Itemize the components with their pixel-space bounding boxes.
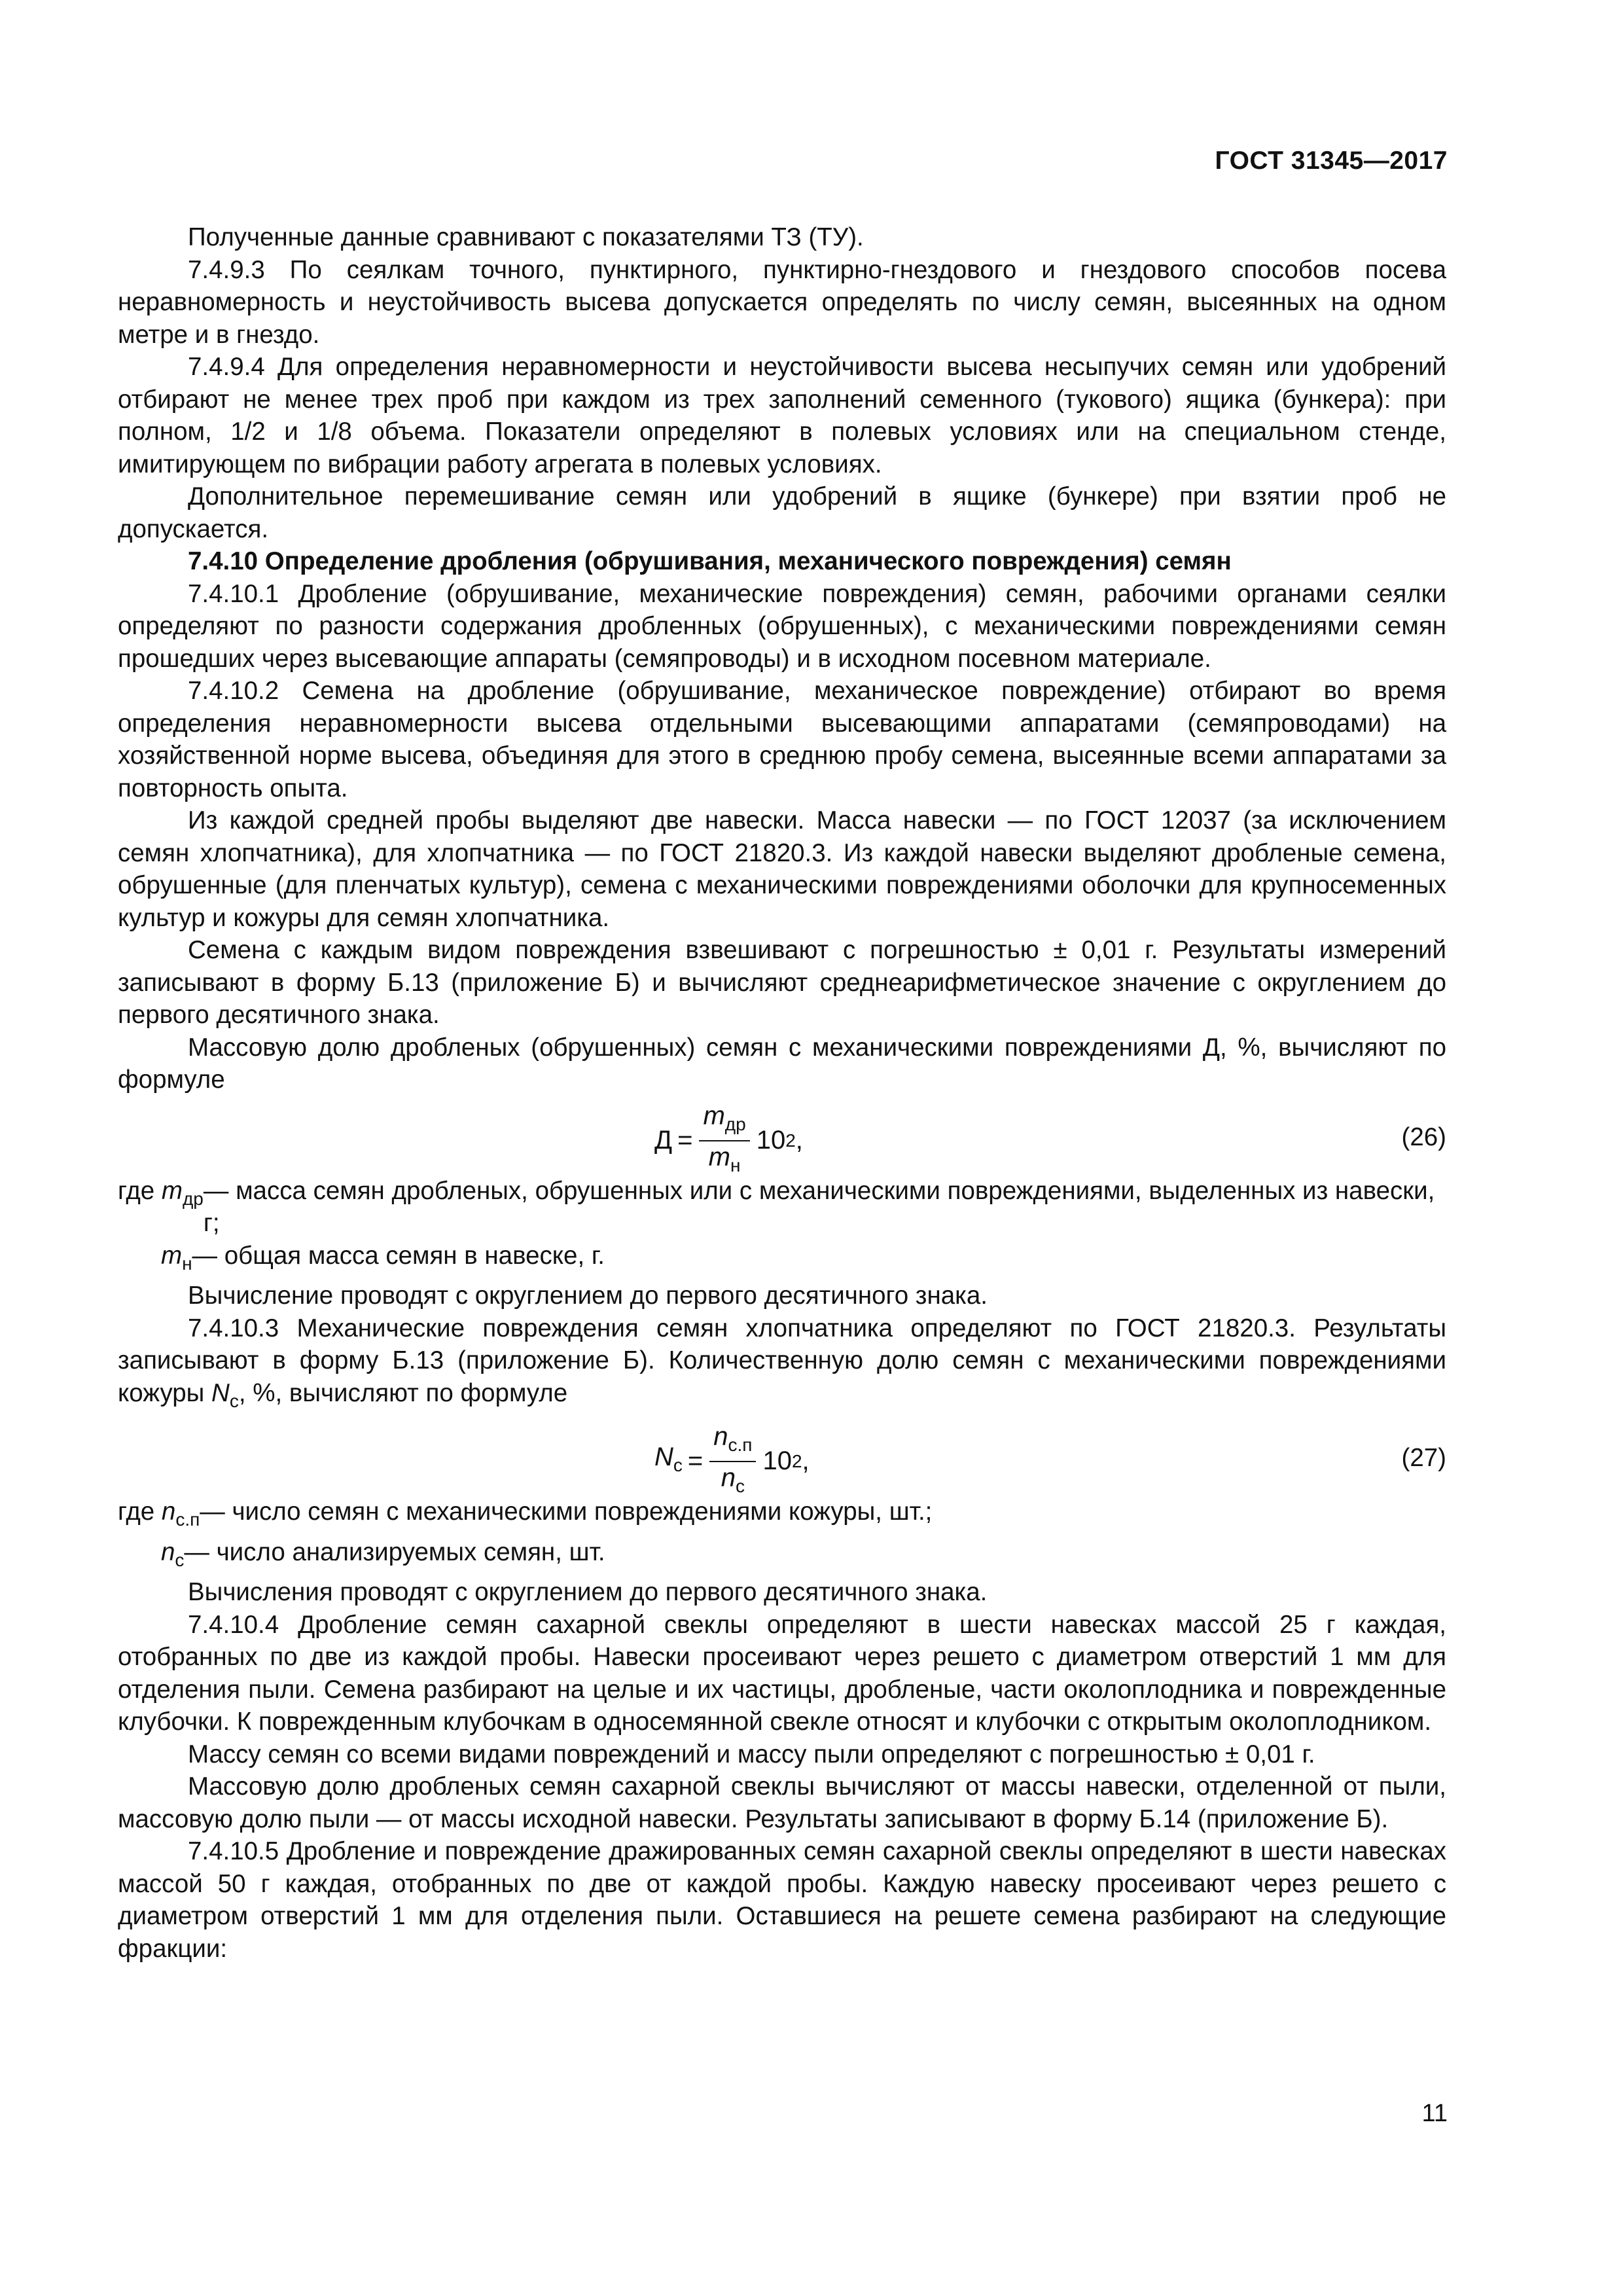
formula-factor: 10 — [756, 1125, 786, 1155]
formula-fraction — [699, 1102, 749, 1180]
fraction-denominator: $n_с$ — [721, 1463, 745, 1496]
formula-26 — [118, 1096, 1446, 1175]
formula-27 — [118, 1417, 1446, 1496]
fraction-denominator: $m_н$ — [708, 1142, 741, 1175]
legend-row: $n_с$ — число анализируемых семян, шт. — [161, 1537, 605, 1570]
formula-lhs: Д — [654, 1125, 673, 1155]
paragraph: 7.4.10.4 Дробление семян сахарной свеклы определяют в шести навесках массой 25 г каждая, отобранных по две из каждой пробы. Навески просеивают через решето с диаметром отверстий 1 мм для отделения пыли. Семена разбирают на целые и их частицы, дробленые, части околоплодника и поврежденные клубочки. К поврежденным клубочкам в односемянной свекле относят и клубочки с открытым околоплодником. — [118, 1610, 1446, 1736]
formula-exponent: 2 — [791, 1451, 802, 1472]
section-heading: 7.4.10 Определение дробления (обрушивания, механического повреждения) семян — [188, 547, 1232, 575]
document-id-header: ГОСТ 31345—2017 — [1215, 147, 1448, 175]
formula-exponent: 2 — [785, 1130, 796, 1151]
paragraph: 7.4.10.3 Механические повреждения семян хлопчатника определяют по ГОСТ 21820.3. Результаты записывают в форму Б.13 (приложение Б). Количественную долю семян с механическими повреждениями кожуры $N_с$, %, вычисляют по формуле — [118, 1314, 1446, 1411]
formula-equals: = — [687, 1446, 704, 1476]
formula-factor: 10 — [762, 1446, 792, 1476]
paragraph: Вычисления проводят с округлением до первого десятичного знака. — [188, 1578, 988, 1606]
formula-tail: , — [795, 1125, 803, 1155]
document-body — [118, 221, 1446, 1965]
paragraph: 7.4.9.4 Для определения неравномерности и неустойчивости высева несыпучих семян или удобрений отбирают не менее трех проб при каждом из трех заполнений семенного (тукового) ящика (бункера): при полном, 1/2 и 1/8 объема. Показатели определяют в полевых условиях или на специальном стенде, имитирующем по вибрации работу агрегата в полевых условиях. — [118, 353, 1446, 478]
paragraph: Вычисление проводят с округлением до первого десятичного знака. — [188, 1282, 988, 1310]
fraction-numerator: $m_{др}$ — [699, 1102, 749, 1141]
formula-26-expression — [654, 1102, 803, 1180]
paragraph: 7.4.9.3 По сеялкам точного, пунктирного, пунктирно-гнездового и гнездового способов посева неравномерность и неустойчивость высева допускается определять по числу семян, высеянных на одном метре и в гнездо. — [118, 255, 1446, 349]
page-number: 11 — [1421, 2100, 1448, 2127]
fraction-numerator: $n_{с.п}$ — [709, 1422, 756, 1462]
formula-number: (27) — [1401, 1444, 1446, 1472]
paragraph: Дополнительное перемешивание семян или удобрений в ящике (бункере) при взятии проб не допускается. — [118, 482, 1446, 543]
paragraph: Из каждой средней пробы выделяют две навески. Масса навески — по ГОСТ 12037 (за исключением семян хлопчатника), для хлопчатника — по ГОСТ 21820.3. Из каждой навески выделяют дробленые семена, обрушенные (для пленчатых культур), семена с механическими повреждениями оболочки для крупносеменных культур и кожуры для семян хлопчатника. — [118, 806, 1446, 932]
paragraph: Полученные данные сравнивают с показателями ТЗ (ТУ). — [188, 223, 864, 251]
formula-equals: = — [677, 1125, 693, 1155]
paragraph: 7.4.10.5 Дробление и повреждение дражированных семян сахарной свеклы определяют в шести навесках массой 50 г каждая, отобранных по две от каждой пробы. Каждую навеску просеивают через решето с диаметром отверстий 1 мм для отделения пыли. Оставшиеся на решете семена разбирают на следующие фракции: — [118, 1837, 1446, 1963]
paragraph: Массовую долю дробленых семян сахарной свеклы вычисляют от массы навески, отделенной от пыли, массовую долю пыли — от массы исходной навески. Результаты записывают в форму Б.14 (приложение Б). — [118, 1772, 1446, 1833]
formula-fraction — [709, 1422, 756, 1501]
legend-row: $m_н$ — общая масса семян в навеске, г. — [161, 1241, 605, 1274]
legend-row: где $m_{др}$ — масса семян дробленых, обрушенных или с механическими повреждениями, выделенных из навески, г; — [118, 1176, 1435, 1237]
formula-27-expression — [654, 1422, 810, 1501]
paragraph: Семена с каждым видом повреждения взвешивают с погрешностью ± 0,01 г. Результаты измерений записывают в форму Б.13 (приложение Б) и вычисляют среднеарифметическое значение с округлением до первого десятичного знака. — [118, 936, 1446, 1029]
formula-number: (26) — [1401, 1122, 1446, 1151]
paragraph: Массу семян со всеми видами повреждений и массу пыли определяют с погрешностью ± 0,01 г. — [188, 1740, 1315, 1768]
formula-27-legend — [118, 1496, 1446, 1576]
formula-26-legend — [118, 1175, 1446, 1280]
legend-row: где $n_{с.п}$ — число семян с механическими повреждениями кожуры, шт.; — [118, 1498, 933, 1530]
formula-tail: , — [802, 1446, 810, 1476]
formula-lhs: $N_с$ — [654, 1443, 683, 1476]
paragraph: 7.4.10.1 Дробление (обрушивание, механические повреждения) семян, рабочими органами сеялки определяют по разности содержания дробленных (обрушенных), с механическими повреждениями семян прошедших через высевающие аппараты (семяпроводы) и в исходном посевном материале. — [118, 579, 1446, 673]
paragraph: 7.4.10.2 Семена на дробление (обрушивание, механическое повреждение) отбирают во время определения неравномерности высева отдельными высевающими аппаратами (семяпроводами) на хозяйственной норме высева, объединяя для этого в среднюю пробу семена, высеянные всеми аппаратами за повторность опыта. — [118, 677, 1446, 802]
paragraph: Массовую долю дробленых (обрушенных) семян с механическими повреждениями Д, %, вычисляют по формуле — [118, 1033, 1446, 1094]
